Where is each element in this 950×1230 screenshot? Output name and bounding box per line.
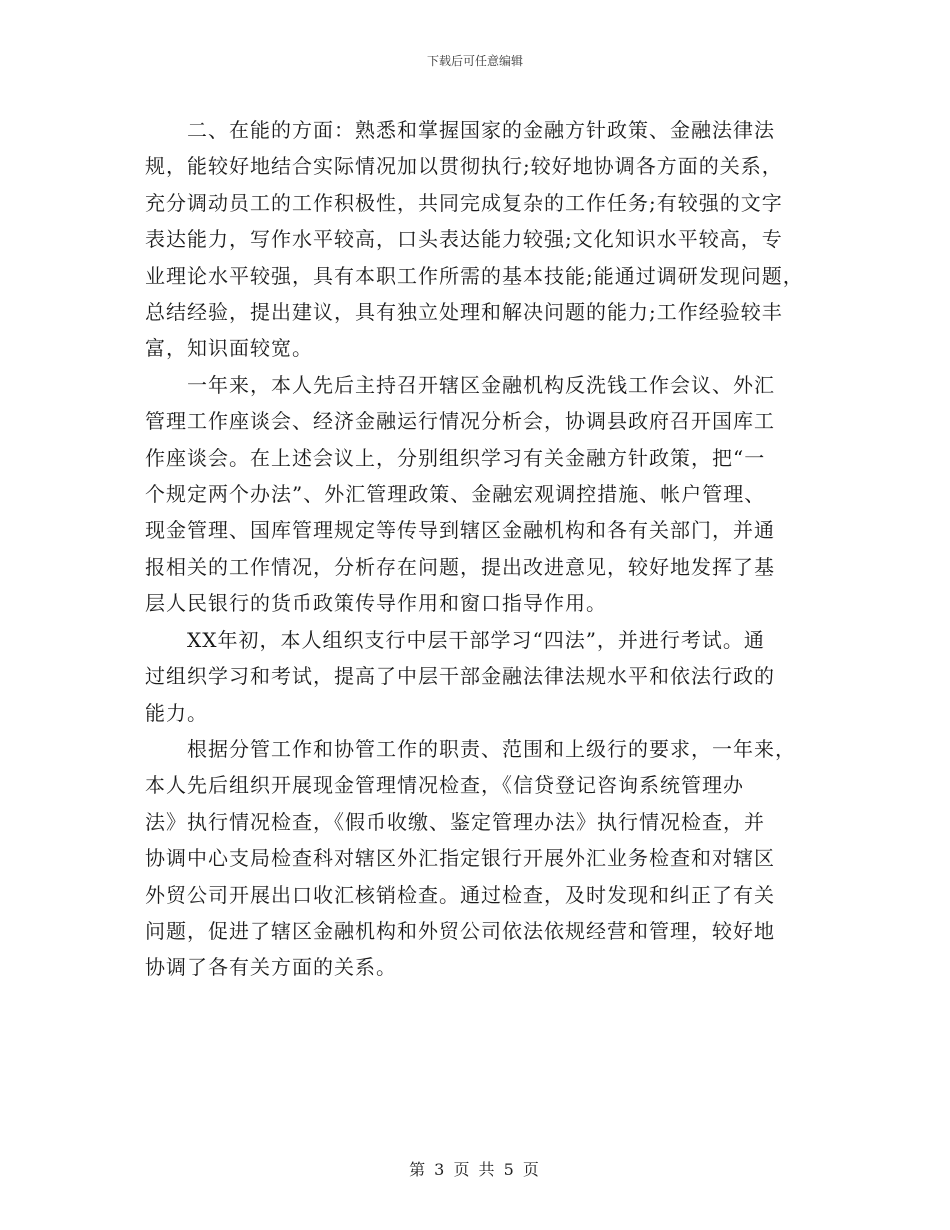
- text-line: 个规定两个办法”、外汇管理政策、金融宏观调控措施、帐户管理、: [145, 482, 766, 507]
- text-line: 富，知识面较宽。: [145, 336, 313, 361]
- document-body: [145, 112, 805, 986]
- text-line: 外贸公司开展出口收汇核销检查。通过检查，及时发现和纠正了有关: [145, 882, 775, 907]
- text-line: 二、在能的方面：熟悉和掌握国家的金融方针政策、金融法律法: [187, 118, 775, 142]
- text-line: 法》执行情况检查，《假币收缴、鉴定管理办法》执行情况检查，并: [145, 809, 765, 834]
- page-footer: 第 3 页 共 5 页: [409, 1160, 541, 1179]
- text-line: 管理工作座谈会、经济金融运行情况分析会，协调县政府召开国库工: [145, 409, 775, 434]
- text-line: 本人先后组织开展现金管理情况检查，《信贷登记咨询系统管理办: [145, 773, 744, 798]
- text-line: 一年来，本人先后主持召开辖区金融机构反洗钱工作会议、外汇: [187, 372, 775, 397]
- paragraph-meetings: [145, 367, 805, 622]
- paragraph-inspections: [145, 731, 805, 986]
- text-line: 协调了各有关方面的关系。: [145, 955, 397, 980]
- text-line: 报相关的工作情况，分析存在问题，提出改进意见，较好地发挥了基: [145, 554, 775, 579]
- text-line: 能力。: [145, 700, 208, 725]
- text-line: 规，能较好地结合实际情况加以贯彻执行;较好地协调各方面的关系，: [145, 154, 783, 179]
- text-line: 协调中心支局检查科对辖区外汇指定银行开展外汇业务检查和对辖区: [145, 846, 775, 871]
- text-line: 现金管理、国库管理规定等传导到辖区金融机构和各有关部门，并通: [145, 518, 775, 543]
- text-line: 业理论水平较强，具有本职工作所需的基本技能;能通过调研发现问题，: [145, 263, 804, 288]
- text-line: 表达能力，写作水平较高，口头表达能力较强;文化知识水平较高，专: [145, 227, 783, 252]
- text-line: 问题，促进了辖区金融机构和外贸公司依法依规经营和管理，较好地: [145, 918, 775, 943]
- text-line: XX年初，本人组织支行中层干部学习“四法”，并进行考试。通: [187, 627, 765, 652]
- page-header: 下载后可任意编辑: [426, 54, 523, 68]
- text-line: 充分调动员工的工作积极性，共同完成复杂的工作任务;有较强的文字: [145, 190, 783, 215]
- text-line: 根据分管工作和协管工作的职责、范围和上级行的要求，一年来，: [187, 736, 796, 761]
- text-line: 层人民银行的货币政策传导作用和窗口指导作用。: [145, 591, 607, 616]
- text-line: 过组织学习和考试，提高了中层干部金融法律法规水平和依法行政的: [145, 664, 775, 689]
- text-line: 总结经验，提出建议，具有独立处理和解决问题的能力;工作经验较丰: [145, 300, 783, 325]
- paragraph-abilities: [145, 112, 805, 367]
- paragraph-study: [145, 622, 805, 731]
- text-line: 作座谈会。在上述会议上，分别组织学习有关金融方针政策，把“一: [145, 445, 766, 470]
